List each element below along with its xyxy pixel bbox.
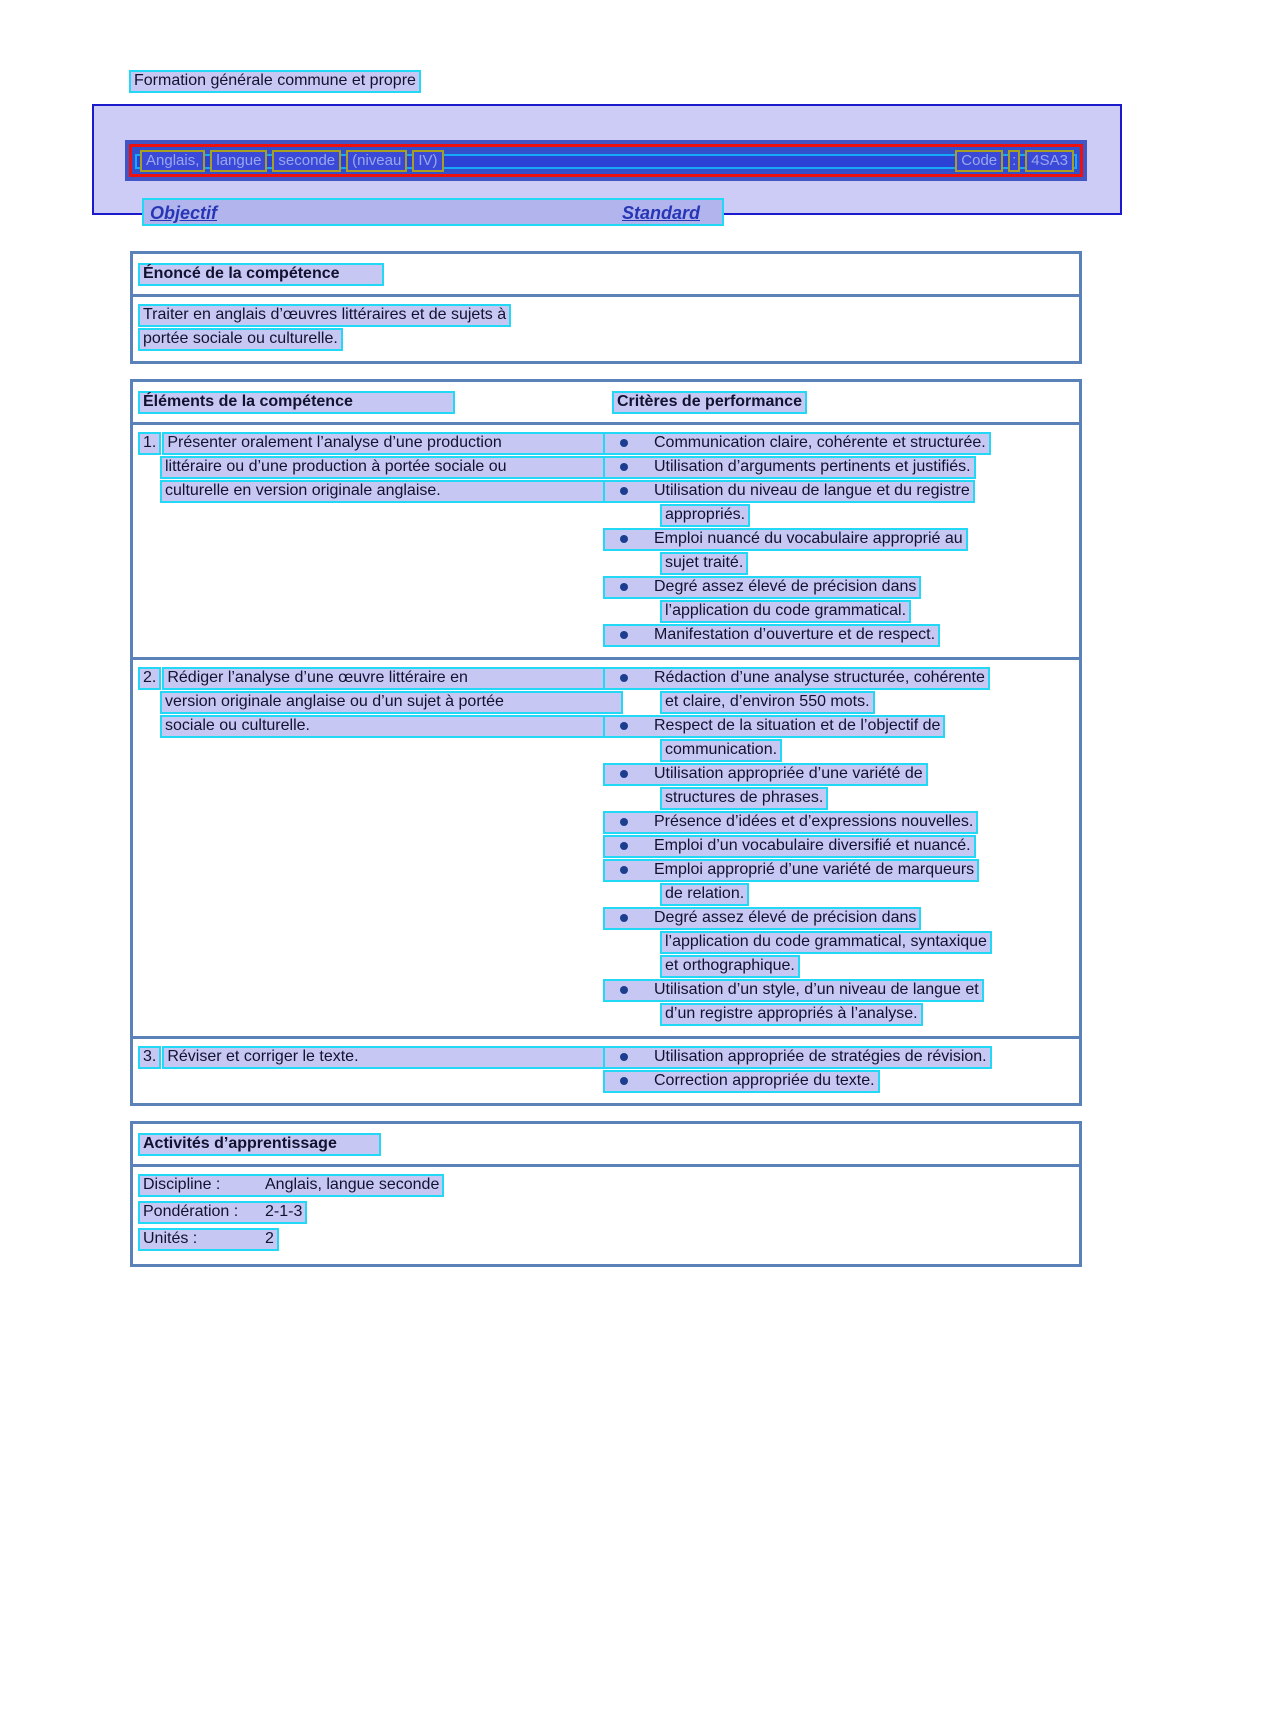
title-word: Anglais, <box>140 150 205 172</box>
criteria-text: communication. <box>660 739 782 762</box>
activity-label: Discipline : <box>143 1176 221 1193</box>
bullet-icon <box>620 1053 628 1061</box>
activities-box <box>130 1121 1082 1267</box>
activity-line <box>138 1201 307 1224</box>
enonce-title: Énoncé de la compétence <box>138 263 384 286</box>
enonce-box <box>130 251 1082 364</box>
criteria-text: et claire, d’environ 550 mots. <box>660 691 875 714</box>
activity-value: 2 <box>265 1230 274 1247</box>
bullet-icon <box>620 583 628 591</box>
criteria-line <box>603 576 921 599</box>
code-value: 4SA3 <box>1025 150 1074 172</box>
activity-row <box>138 1174 1079 1201</box>
bullet-icon <box>620 986 628 994</box>
title-word: IV) <box>412 150 443 172</box>
bullet-icon <box>620 1077 628 1085</box>
criteria-text: Communication claire, cohérente et structurée. <box>654 434 986 451</box>
criteria-text: sujet traité. <box>660 552 748 575</box>
bullet-icon <box>620 722 628 730</box>
element-number: 3. <box>138 1046 161 1069</box>
element-number: 2. <box>138 667 161 690</box>
criteria-text: d’un registre appropriés à l’analyse. <box>660 1003 923 1026</box>
activity-value: 2-1-3 <box>265 1203 303 1220</box>
element-text: Réviser et corriger le texte. <box>162 1046 623 1069</box>
criteria-text: Utilisation d’arguments pertinents et justifiés. <box>654 458 971 475</box>
element-line <box>138 1046 623 1070</box>
document-category-text: Formation générale commune et propre <box>129 70 421 93</box>
bullet-icon <box>620 674 628 682</box>
code-colon: : <box>1008 150 1020 172</box>
criteria-line <box>603 480 975 503</box>
criteria-text: Rédaction d’une analyse structurée, cohérente <box>654 669 985 686</box>
bullet-icon <box>620 631 628 639</box>
criteres-header-cell <box>603 391 1079 415</box>
criteria-text: Utilisation d’un style, d’un niveau de langue et <box>654 981 979 998</box>
criteria-text: Respect de la situation et de l’objectif de <box>654 717 941 734</box>
criteria-text: Correction appropriée du texte. <box>654 1072 875 1089</box>
title-word: seconde <box>272 150 341 172</box>
element-text: version originale anglaise ou d’un sujet à portée <box>160 691 623 714</box>
criteria-text: Emploi d’un vocabulaire diversifié et nuancé. <box>654 837 971 854</box>
criteria-text: Emploi nuancé du vocabulaire approprié au <box>654 530 963 547</box>
criteria-cell <box>603 667 1079 1027</box>
criteria-text: l’application du code grammatical, syntaxique <box>660 931 992 954</box>
criteria-line <box>603 432 991 455</box>
criteria-text: Utilisation appropriée d’une variété de <box>654 765 923 782</box>
element-line <box>138 432 623 456</box>
criteria-text: de relation. <box>660 883 749 906</box>
bullet-icon <box>620 914 628 922</box>
table-row <box>133 425 1079 660</box>
competence-table <box>130 379 1082 1106</box>
activities-body <box>133 1167 1079 1264</box>
element-text: culturelle en version originale anglaise. <box>160 480 623 503</box>
criteria-text: Présence d’idées et d’expressions nouvelles. <box>654 813 974 830</box>
element-cell <box>133 1046 603 1094</box>
criteria-text: l’application du code grammatical. <box>660 600 911 623</box>
header-panel <box>92 104 1122 223</box>
criteria-line <box>603 907 921 930</box>
criteria-text: Emploi approprié d’une variété de marqueurs <box>654 861 975 878</box>
title-word: (niveau <box>346 150 407 172</box>
criteria-line <box>603 1046 992 1069</box>
enonce-line: Traiter en anglais d’œuvres littéraires et de sujets à <box>138 304 511 327</box>
criteria-text: appropriés. <box>660 504 750 527</box>
element-text: sociale ou culturelle. <box>160 715 623 738</box>
bullet-icon <box>620 818 628 826</box>
criteria-cell <box>603 432 1079 648</box>
element-number: 1. <box>138 432 161 455</box>
activity-line <box>138 1174 444 1197</box>
bullet-icon <box>620 439 628 447</box>
standard-heading: Standard <box>622 203 701 223</box>
activity-label: Unités : <box>143 1230 198 1247</box>
element-text: Présenter oralement l’analyse d’une production <box>162 432 623 455</box>
bullet-icon <box>620 463 628 471</box>
criteria-line <box>603 859 979 882</box>
enonce-line: portée sociale ou culturelle. <box>138 328 343 351</box>
enonce-body <box>133 297 1079 361</box>
bullet-icon <box>620 535 628 543</box>
activities-title: Activités d’apprentissage <box>138 1133 381 1156</box>
objectif-heading: Objectif <box>150 203 218 223</box>
elements-header-cell <box>138 391 603 415</box>
elements-header: Éléments de la compétence <box>138 391 455 414</box>
criteria-line <box>603 811 978 834</box>
criteria-line <box>603 979 984 1002</box>
bullet-icon <box>620 842 628 850</box>
bullet-icon <box>620 866 628 874</box>
element-cell <box>133 432 603 648</box>
course-titlebar-frame <box>125 140 1087 181</box>
criteria-line <box>603 624 940 647</box>
activities-header <box>133 1124 1079 1167</box>
title-word: langue <box>210 150 267 172</box>
criteria-text: Manifestation d’ouverture et de respect. <box>654 626 936 643</box>
activity-value: Anglais, langue seconde <box>265 1176 440 1193</box>
code-label: Code <box>955 150 1003 172</box>
criteria-line <box>603 715 945 738</box>
criteres-header: Critères de performance <box>612 391 807 414</box>
document-category-label <box>129 70 1275 94</box>
criteria-text: Degré assez élevé de précision dans <box>654 578 917 595</box>
table-header-row <box>133 382 1079 425</box>
titlebar-content <box>140 147 1074 174</box>
activity-row <box>138 1201 1079 1228</box>
criteria-text: et orthographique. <box>660 955 800 978</box>
element-line <box>138 667 623 691</box>
table-row <box>133 660 1079 1039</box>
criteria-line <box>603 835 976 858</box>
criteria-line <box>603 528 968 551</box>
criteria-text: Utilisation du niveau de langue et du registre <box>654 482 970 499</box>
course-titlebar <box>129 144 1083 177</box>
activity-line <box>138 1228 279 1251</box>
criteria-text: structures de phrases. <box>660 787 828 810</box>
element-text: Rédiger l’analyse d’une œuvre littéraire en <box>162 667 623 690</box>
criteria-line <box>603 763 928 786</box>
activity-label: Pondération : <box>143 1203 239 1220</box>
criteria-line <box>603 456 976 479</box>
element-text: littéraire ou d’une production à portée sociale ou <box>160 456 623 479</box>
criteria-line <box>603 1070 880 1093</box>
table-row <box>133 1039 1079 1103</box>
criteria-text: Utilisation appropriée de stratégies de révision. <box>654 1048 987 1065</box>
bullet-icon <box>620 487 628 495</box>
activity-row <box>138 1228 1079 1255</box>
criteria-line <box>603 667 990 690</box>
criteria-cell <box>603 1046 1079 1094</box>
element-cell <box>133 667 603 1027</box>
criteria-text: Degré assez élevé de précision dans <box>654 909 917 926</box>
objectif-standard-row <box>142 198 724 226</box>
bullet-icon <box>620 770 628 778</box>
enonce-header <box>133 254 1079 297</box>
